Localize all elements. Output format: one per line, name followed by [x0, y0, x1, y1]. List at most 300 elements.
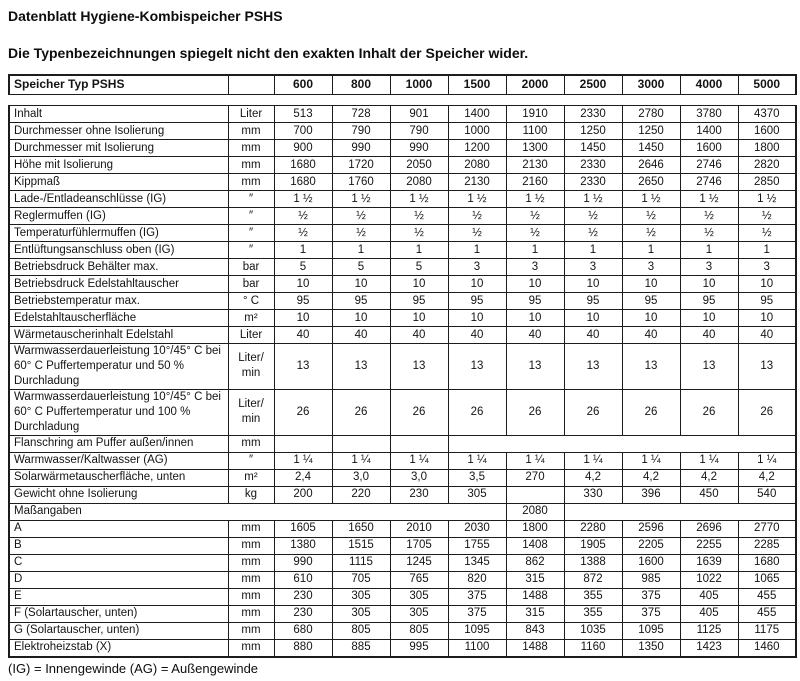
cell: ½ — [622, 225, 680, 242]
cell: 26 — [274, 389, 332, 435]
cell: 1 ¼ — [680, 452, 738, 469]
cell: 1022 — [680, 571, 738, 588]
cell: 4,2 — [622, 469, 680, 486]
cell: 880 — [274, 639, 332, 657]
cell: 10 — [680, 276, 738, 293]
row-unit: ° C — [228, 293, 274, 310]
cell: 3,5 — [448, 469, 506, 486]
cell: 1 ½ — [448, 191, 506, 208]
cell: 1705 — [390, 537, 448, 554]
cell: 1760 — [332, 174, 390, 191]
row-label: F (Solartauscher, unten) — [9, 605, 228, 622]
cell: 5 — [274, 259, 332, 276]
cell: 1 ½ — [390, 191, 448, 208]
row-label: A — [9, 520, 228, 537]
cell: 3 — [506, 259, 564, 276]
cell: ½ — [622, 208, 680, 225]
cell: 1160 — [564, 639, 622, 657]
cell: ½ — [506, 225, 564, 242]
spec-table — [8, 74, 797, 658]
cell: 2010 — [390, 520, 448, 537]
row-unit: Liter — [228, 106, 274, 123]
cell: 40 — [680, 327, 738, 344]
cell: 540 — [738, 486, 796, 503]
cell: 1 ¼ — [506, 452, 564, 469]
cell: 805 — [390, 622, 448, 639]
cell: 1 — [680, 242, 738, 259]
table-row — [9, 389, 796, 435]
cell: 1 ¼ — [448, 452, 506, 469]
cell: 315 — [506, 571, 564, 588]
cell: 1460 — [738, 639, 796, 657]
row-unit: mm — [228, 537, 274, 554]
cell: 2030 — [448, 520, 506, 537]
row-unit: mm — [228, 639, 274, 657]
row-unit: mm — [228, 140, 274, 157]
row-unit: m² — [228, 310, 274, 327]
cell: 5 — [390, 259, 448, 276]
row-unit: mm — [228, 622, 274, 639]
cell: 396 — [622, 486, 680, 503]
cell: ½ — [274, 208, 332, 225]
row-unit: mm — [228, 123, 274, 140]
cell: 40 — [332, 327, 390, 344]
table-row — [9, 486, 796, 503]
cell: 1605 — [274, 520, 332, 537]
cell: 13 — [332, 344, 390, 390]
table-row — [9, 537, 796, 554]
cell: 1650 — [332, 520, 390, 537]
cell: 10 — [564, 276, 622, 293]
cell: 95 — [622, 293, 680, 310]
cell: 2330 — [564, 157, 622, 174]
cell: 1 ¼ — [390, 452, 448, 469]
row-label: Entlüftungsanschluss oben (IG) — [9, 242, 228, 259]
row-unit: mm — [228, 157, 274, 174]
row-label: Reglermuffen (IG) — [9, 208, 228, 225]
cell: ½ — [274, 225, 332, 242]
cell: 3,0 — [390, 469, 448, 486]
cell: 4,2 — [564, 469, 622, 486]
cell: 1245 — [390, 554, 448, 571]
row-unit: mm — [228, 435, 274, 452]
row-unit: mm — [228, 520, 274, 537]
cell: 790 — [332, 123, 390, 140]
cell: 1 ½ — [622, 191, 680, 208]
cell-empty — [274, 435, 332, 452]
cell: 885 — [332, 639, 390, 657]
cell: 1250 — [564, 123, 622, 140]
cell: 1 ½ — [506, 191, 564, 208]
cell: 1680 — [738, 554, 796, 571]
cell: 315 — [506, 605, 564, 622]
cell: 1388 — [564, 554, 622, 571]
cell: 305 — [332, 588, 390, 605]
cell: 13 — [390, 344, 448, 390]
cell: 1380 — [274, 537, 332, 554]
cell: 1250 — [622, 123, 680, 140]
cell: 26 — [564, 389, 622, 435]
cell: 1350 — [622, 639, 680, 657]
table-header-col: 1500 — [448, 75, 506, 95]
cell: 1639 — [680, 554, 738, 571]
cell: 1 ½ — [564, 191, 622, 208]
cell: 3 — [738, 259, 796, 276]
table-body — [9, 95, 796, 657]
cell: ½ — [448, 225, 506, 242]
cell: 40 — [506, 327, 564, 344]
cell: 1450 — [564, 140, 622, 157]
cell: 10 — [390, 310, 448, 327]
cell: 513 — [274, 106, 332, 123]
cell: ½ — [332, 225, 390, 242]
cell: 4,2 — [680, 469, 738, 486]
cell: 26 — [390, 389, 448, 435]
table-row — [9, 622, 796, 639]
cell: 1000 — [448, 123, 506, 140]
cell: 1400 — [448, 106, 506, 123]
cell: 375 — [622, 588, 680, 605]
cell: 1 ¼ — [332, 452, 390, 469]
cell: 1 ¼ — [622, 452, 680, 469]
cell: 305 — [448, 486, 506, 503]
cell: 1 — [448, 242, 506, 259]
cell: 10 — [448, 276, 506, 293]
row-unit: mm — [228, 174, 274, 191]
cell: 3 — [564, 259, 622, 276]
row-label: D — [9, 571, 228, 588]
cell: ½ — [448, 208, 506, 225]
spacer-cell — [9, 95, 796, 106]
cell: ½ — [332, 208, 390, 225]
row-label: C — [9, 554, 228, 571]
cell: 13 — [738, 344, 796, 390]
cell: 1720 — [332, 157, 390, 174]
cell: 95 — [274, 293, 332, 310]
cell: 1400 — [680, 123, 738, 140]
cell: ½ — [390, 225, 448, 242]
cell: 2696 — [680, 520, 738, 537]
cell: 375 — [448, 605, 506, 622]
cell: 1600 — [622, 554, 680, 571]
row-label: B — [9, 537, 228, 554]
cell: 1 ½ — [680, 191, 738, 208]
row-label: Warmwasser/Kaltwasser (AG) — [9, 452, 228, 469]
section-value: 2080 — [506, 503, 564, 520]
table-row — [9, 571, 796, 588]
cell: 13 — [680, 344, 738, 390]
cell: 95 — [506, 293, 564, 310]
cell: 1035 — [564, 622, 622, 639]
row-unit: m² — [228, 469, 274, 486]
cell: 2130 — [506, 157, 564, 174]
row-unit: mm — [228, 588, 274, 605]
cell: 220 — [332, 486, 390, 503]
cell: 10 — [564, 310, 622, 327]
cell: 1115 — [332, 554, 390, 571]
cell: 4370 — [738, 106, 796, 123]
cell: 10 — [274, 310, 332, 327]
cell: 1200 — [448, 140, 506, 157]
cell: 230 — [274, 588, 332, 605]
table-header-col: 5000 — [738, 75, 796, 95]
cell: 1345 — [448, 554, 506, 571]
row-label: Temperaturfühlermuffen (IG) — [9, 225, 228, 242]
cell: 2770 — [738, 520, 796, 537]
cell: 1 ¼ — [738, 452, 796, 469]
table-row — [9, 435, 796, 452]
cell: 4,2 — [738, 469, 796, 486]
table-row — [9, 242, 796, 259]
cell: 820 — [448, 571, 506, 588]
cell: ½ — [680, 225, 738, 242]
cell: 765 — [390, 571, 448, 588]
cell: 10 — [738, 310, 796, 327]
table-row — [9, 520, 796, 537]
table-row — [9, 191, 796, 208]
cell: 2050 — [390, 157, 448, 174]
table-header-col: 3000 — [622, 75, 680, 95]
cell: 862 — [506, 554, 564, 571]
cell: 3 — [680, 259, 738, 276]
row-label: Warmwasserdauerleistung 10°/45° C bei 60° C Puffertemperatur und 100 % Durchladung — [9, 389, 228, 435]
cell: 1515 — [332, 537, 390, 554]
cell: 2646 — [622, 157, 680, 174]
cell: 95 — [332, 293, 390, 310]
cell: 10 — [448, 310, 506, 327]
cell: 305 — [390, 605, 448, 622]
cell: 2746 — [680, 174, 738, 191]
table-row — [9, 554, 796, 571]
cell: 270 — [506, 469, 564, 486]
row-label: Höhe mit Isolierung — [9, 157, 228, 174]
row-unit: bar — [228, 276, 274, 293]
cell: 200 — [274, 486, 332, 503]
cell: 1 ½ — [738, 191, 796, 208]
cell: 13 — [506, 344, 564, 390]
cell: 3 — [448, 259, 506, 276]
cell: 13 — [274, 344, 332, 390]
cell: 10 — [738, 276, 796, 293]
row-label: G (Solartauscher, unten) — [9, 622, 228, 639]
table-row — [9, 310, 796, 327]
cell: 1408 — [506, 537, 564, 554]
cell: 1175 — [738, 622, 796, 639]
row-label: Durchmesser mit Isolierung — [9, 140, 228, 157]
cell: 355 — [564, 588, 622, 605]
cell: 26 — [680, 389, 738, 435]
cell: 13 — [564, 344, 622, 390]
cell: 230 — [274, 605, 332, 622]
cell: 1600 — [738, 123, 796, 140]
cell: 2780 — [622, 106, 680, 123]
cell: 26 — [738, 389, 796, 435]
cell: 2596 — [622, 520, 680, 537]
cell: 10 — [274, 276, 332, 293]
cell: 455 — [738, 605, 796, 622]
row-label: Durchmesser ohne Isolierung — [9, 123, 228, 140]
cell: 26 — [448, 389, 506, 435]
cell: 728 — [332, 106, 390, 123]
row-unit: Liter/ min — [228, 389, 274, 435]
cell: 10 — [622, 276, 680, 293]
cell: 843 — [506, 622, 564, 639]
table-row — [9, 588, 796, 605]
cell: 40 — [274, 327, 332, 344]
cell: 10 — [506, 276, 564, 293]
cell: 1 — [390, 242, 448, 259]
table-row — [9, 639, 796, 657]
cell: 1450 — [622, 140, 680, 157]
cell: 2160 — [506, 174, 564, 191]
table-row — [9, 123, 796, 140]
row-unit: Liter/ min — [228, 344, 274, 390]
cell: 1095 — [448, 622, 506, 639]
cell: 872 — [564, 571, 622, 588]
page-subtitle: Die Typenbezeichnungen spiegelt nicht den exakten Inhalt der Speicher wider. — [8, 45, 529, 61]
cell: 1 — [332, 242, 390, 259]
table-row — [9, 469, 796, 486]
table-header-col: 2500 — [564, 75, 622, 95]
table-row — [9, 344, 796, 390]
cell: 26 — [622, 389, 680, 435]
cell: 40 — [564, 327, 622, 344]
table-row — [9, 605, 796, 622]
cell: 405 — [680, 588, 738, 605]
cell: 1 ½ — [332, 191, 390, 208]
cell: 2330 — [564, 106, 622, 123]
cell: 985 — [622, 571, 680, 588]
cell: ½ — [738, 225, 796, 242]
cell: 2285 — [738, 537, 796, 554]
cell: 26 — [332, 389, 390, 435]
cell: 10 — [506, 310, 564, 327]
row-unit: ″ — [228, 191, 274, 208]
cell: 1905 — [564, 537, 622, 554]
cell: 2330 — [564, 174, 622, 191]
cell: 900 — [274, 140, 332, 157]
cell: 1065 — [738, 571, 796, 588]
cell: 40 — [622, 327, 680, 344]
cell-empty — [390, 435, 448, 452]
cell: 2650 — [622, 174, 680, 191]
cell: 700 — [274, 123, 332, 140]
cell: 2820 — [738, 157, 796, 174]
cell: ½ — [738, 208, 796, 225]
cell: 375 — [622, 605, 680, 622]
row-label: Betriebsdruck Edelstahltauscher — [9, 276, 228, 293]
table-header-col: 4000 — [680, 75, 738, 95]
row-unit: mm — [228, 571, 274, 588]
row-unit: ″ — [228, 452, 274, 469]
cell: 901 — [390, 106, 448, 123]
table-row — [9, 174, 796, 191]
row-unit: ″ — [228, 242, 274, 259]
table-row — [9, 140, 796, 157]
table-header-label: Speicher Typ PSHS — [9, 75, 228, 95]
cell: 5 — [332, 259, 390, 276]
footnote: (IG) = Innengewinde (AG) = Außengewinde — [8, 660, 259, 676]
cell: 1910 — [506, 106, 564, 123]
table-row — [9, 106, 796, 123]
cell: 1095 — [622, 622, 680, 639]
cell: ½ — [506, 208, 564, 225]
cell: 1 ½ — [274, 191, 332, 208]
cell: 1125 — [680, 622, 738, 639]
row-unit: bar — [228, 259, 274, 276]
cell: 1600 — [680, 140, 738, 157]
cell: 40 — [738, 327, 796, 344]
row-label: Warmwasserdauerleistung 10°/45° C bei 60° C Puffertemperatur und 50 % Durchladung — [9, 344, 228, 390]
row-label: Wärmetauscherinhalt Edelstahl — [9, 327, 228, 344]
row-label: Edelstahltauscherfläche — [9, 310, 228, 327]
table-row — [9, 327, 796, 344]
cell: 95 — [680, 293, 738, 310]
cell-merged — [448, 435, 796, 452]
cell: 355 — [564, 605, 622, 622]
cell: 680 — [274, 622, 332, 639]
cell: 995 — [390, 639, 448, 657]
cell: 1800 — [738, 140, 796, 157]
cell: 2280 — [564, 520, 622, 537]
table-row — [9, 259, 796, 276]
cell: 1 — [274, 242, 332, 259]
cell: 10 — [390, 276, 448, 293]
header-row — [9, 75, 796, 95]
row-unit: kg — [228, 486, 274, 503]
cell: 455 — [738, 588, 796, 605]
cell: 1680 — [274, 157, 332, 174]
cell: 95 — [564, 293, 622, 310]
row-label: E — [9, 588, 228, 605]
cell: 375 — [448, 588, 506, 605]
section-label: Maßangaben — [9, 503, 506, 520]
row-label: Flanschring am Puffer außen/innen — [9, 435, 228, 452]
cell: 450 — [680, 486, 738, 503]
row-label: Solarwärmetauscherfläche, unten — [9, 469, 228, 486]
cell: 790 — [390, 123, 448, 140]
cell: 805 — [332, 622, 390, 639]
cell: 405 — [680, 605, 738, 622]
cell: 2130 — [448, 174, 506, 191]
cell: 3 — [622, 259, 680, 276]
table-header-col: 2000 — [506, 75, 564, 95]
cell: 1 ¼ — [274, 452, 332, 469]
cell: 10 — [622, 310, 680, 327]
cell: 2850 — [738, 174, 796, 191]
table-header-col: 800 — [332, 75, 390, 95]
cell: 1 — [564, 242, 622, 259]
cell: 2746 — [680, 157, 738, 174]
cell: 1488 — [506, 588, 564, 605]
table-row — [9, 452, 796, 469]
cell: 305 — [390, 588, 448, 605]
table-row — [9, 503, 796, 520]
row-unit: ″ — [228, 208, 274, 225]
table-header — [9, 75, 796, 95]
table-row — [9, 293, 796, 310]
cell: 1755 — [448, 537, 506, 554]
table-row — [9, 225, 796, 242]
page-title: Datenblatt Hygiene-Kombispeicher PSHS — [8, 8, 283, 24]
cell: 3780 — [680, 106, 738, 123]
cell: 1 — [738, 242, 796, 259]
cell: 330 — [564, 486, 622, 503]
cell: 1 — [506, 242, 564, 259]
row-label: Inhalt — [9, 106, 228, 123]
cell: 13 — [622, 344, 680, 390]
cell: 10 — [332, 310, 390, 327]
